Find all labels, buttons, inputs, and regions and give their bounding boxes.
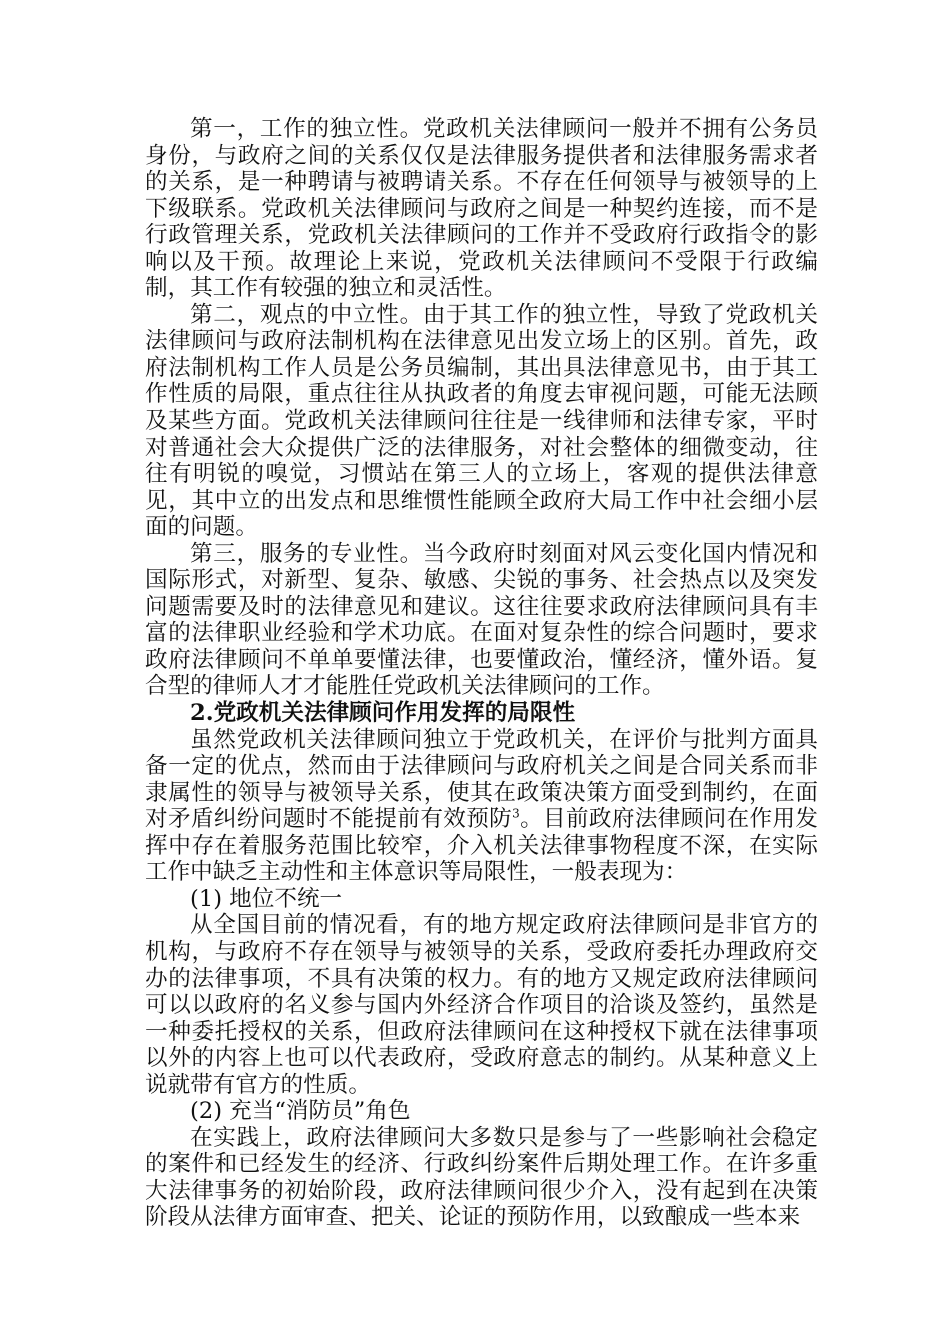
paragraph-status: 从全国目前的情况看，有的地方规定政府法律顾问是非官方的机构，与政府不存在领导与被领导的关系，受政府委托办理政府交办的法律事项，不具有决策的权力。有的地方又规定政府法律顾问可以以政府的名义参与国内外经济合作项目的洽谈及签约，虽然是一种委托授权的关系，但政府法律顾问在这种授权下就在法律事项以外的内容上也可以代表政府，受政府意志的制约。从某种意义上说就带有官方的性质。 xyxy=(145,912,818,1098)
document-page xyxy=(145,116,818,1231)
paragraph-neutrality: 第二，观点的中立性。由于其工作的独立性，导致了党政机关法律顾问与政府法制机构在法律意见出发立场上的区别。首先，政府法制机构工作人员是公务员编制，其出具法律意见书，由于其工作性质的局限，重点往往从执政者的角度去审视问题，可能无法顾及某些方面。党政机关法律顾问往往是一线律师和法律专家，平时对普通社会大众提供广泛的法律服务，对社会整体的细微变动，往往有明锐的嗅觉，习惯站在第三人的立场上，客观的提供法律意见，其中立的出发点和思维惯性能顾全政府大局工作中社会细小层面的问题。 xyxy=(145,301,818,541)
limitations-tail: 。目前政府法律顾问在作用发挥中存在着服务范围比较窄，介入机关法律事物程度不深，在实际工作中缺乏主动性和主体意识等局限性，一般表现为： xyxy=(145,806,819,886)
limitations-text: 虽然党政机关法律顾问独立于党政机关，在评价与批判方面具备一定的优点，然而由于法律顾问与政府机关之间是合同关系而非隶属性的领导与被领导关系，使其在政策决策方面受到制约，在面对矛盾纠纷问题时不能提前有效预防 xyxy=(145,726,818,833)
paragraph-independence: 第一，工作的独立性。党政机关法律顾问一般并不拥有公务员身份，与政府之间的关系仅仅是法律服务提供者和法律服务需求者的关系，是一种聘请与被聘请关系。不存在任何领导与被领导的上下级联系。党政机关法律顾问与政府之间是一种契约连接，而不是行政管理关系，党政机关法律顾问的工作并不受政府行政指令的影响以及干预。故理论上来说，党政机关法律顾问不受限于行政编制，其工作有较强的独立和灵活性。 xyxy=(145,116,818,302)
section-heading: 2.党政机关法律顾问作用发挥的局限性 xyxy=(190,700,576,727)
paragraph-professionalism: 第三，服务的专业性。当今政府时刻面对风云变化国内情况和国际形式，对新型、复杂、敏感、尖锐的事务、社会热点以及突发问题需要及时的法律意见和建议。这往往要求政府法律顾问具有丰富的法律职业经验和学术功底。在面对复杂性的综合问题时，要求政府法律顾问不单单要懂法律，也要懂政治，懂经济，懂外语。复合型的律师人才才能胜任党政机关法律顾问的工作。 xyxy=(145,540,818,700)
subheading-status: (1) 地位不统一 xyxy=(190,885,343,912)
paragraph-firefighter: 在实践上，政府法律顾问大多数只是参与了一些影响社会稳定的案件和已经发生的经济、行政纠纷案件后期处理工作。在许多重大法律事务的初始阶段，政府法律顾问很少介入，没有起到在决策阶段从法律方面审查、把关、论证的预防作用，以致酿成一些本来 xyxy=(145,1124,818,1231)
footnote-marker: 3 xyxy=(512,806,520,821)
subheading-firefighter: (2) 充当“消防员”角色 xyxy=(190,1098,411,1125)
paragraph-limitations xyxy=(145,727,818,886)
